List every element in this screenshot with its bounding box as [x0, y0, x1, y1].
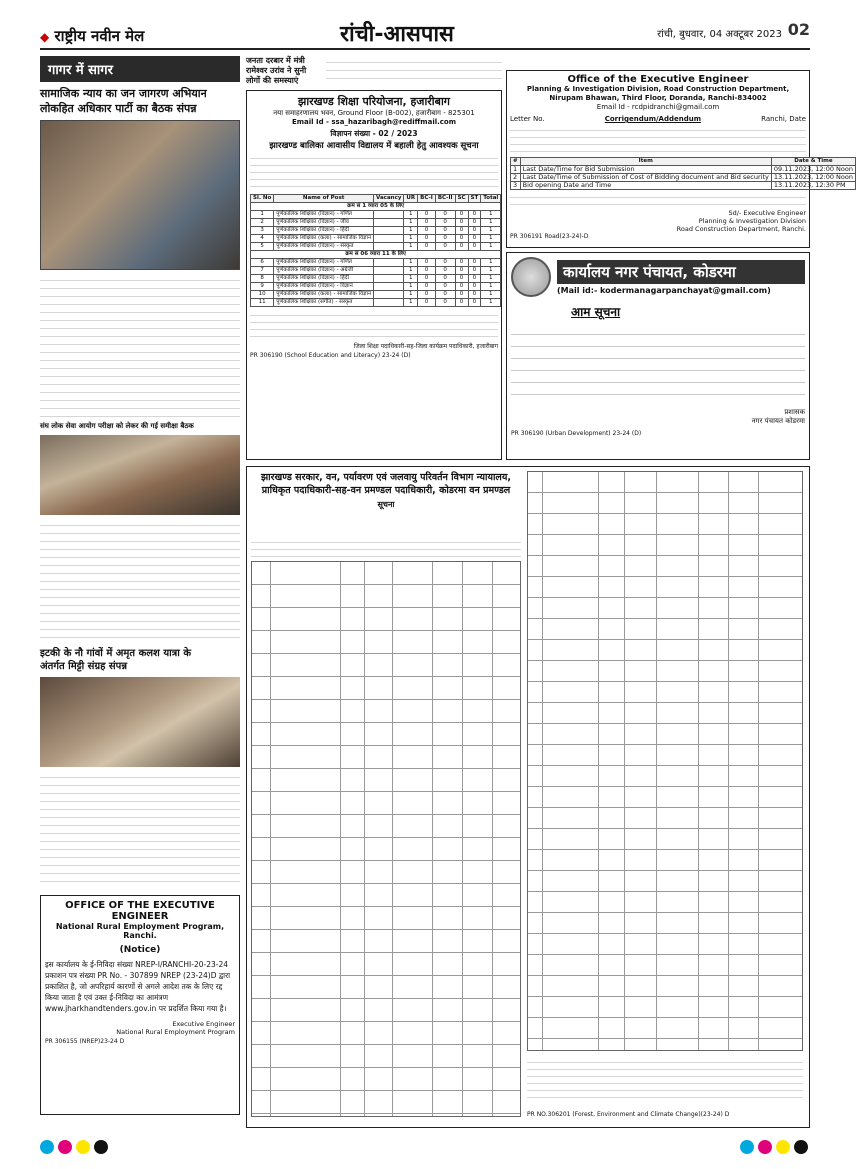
vacancy-cell: 1 — [404, 227, 418, 235]
vacancy-cell: 0 — [455, 243, 468, 251]
vacancy-cell: 0 — [455, 227, 468, 235]
vacancy-cell: 0 — [418, 275, 436, 283]
forest-table-left — [251, 561, 521, 1117]
vacancy-cell: 0 — [418, 211, 436, 219]
vacancy-cell: 0 — [418, 227, 436, 235]
vacancy-cell: 1 — [481, 299, 501, 307]
vacancy-col-0: Sl. No — [251, 195, 274, 203]
koderma-ad-email: (Mail id:- kodermanagarpanchayat@gmail.com) — [557, 285, 771, 295]
vacancy-cell: 0 — [418, 219, 436, 227]
vacancy-cell: पूर्णकालिक शिक्षिका (विज्ञान) - जीव — [274, 219, 374, 227]
vacancy-cell: 0 — [418, 235, 436, 243]
forest-table-right — [527, 471, 803, 1051]
exec-ad-body — [510, 125, 806, 155]
strip-headline-text: जनता दरबार में मंत्री रामेश्वर उरांव ने सुनी लोगों की समस्याएं — [246, 56, 307, 85]
vacancy-cell: 0 — [455, 291, 468, 299]
vacancy-row — [251, 291, 501, 299]
vacancy-cell — [374, 211, 404, 219]
bid-cell: 13.11.2023, 12:30 PM — [771, 182, 855, 190]
nrep-ad-notice: (Notice) — [119, 945, 161, 955]
exec-ad-sign: Sd/- Executive Engineer — [728, 209, 806, 217]
forest-ad-intro — [251, 537, 521, 557]
bid-cell: 1 — [511, 166, 521, 174]
education-ad-footer-body — [250, 310, 498, 340]
vacancy-row — [251, 283, 501, 291]
exec-ad-title: Office of the Executive Engineer — [567, 74, 749, 85]
koderma-ad-sign2: नगर पंचायत कोडरमा — [751, 417, 805, 425]
vacancy-row — [251, 211, 501, 219]
exec-ad-sign2: Planning & Investigation Division — [698, 217, 806, 225]
vacancy-cell: पूर्णकालिक शिक्षिका (विज्ञान) - गणित — [274, 259, 374, 267]
forest-ad-header — [251, 471, 521, 510]
bid-cell: 09.11.2023, 12:00 Noon — [771, 166, 855, 174]
print-marks — [40, 1140, 810, 1156]
koderma-ad-notice: आम सूचना — [571, 305, 621, 319]
vacancy-cell: 0 — [468, 211, 481, 219]
education-ad-address: नया समाहरणालय भवन, Ground Floor (B-002), हजारीबाग - 825301 — [273, 109, 475, 117]
vacancy-cell: 0 — [435, 283, 455, 291]
vacancy-cell: 0 — [455, 259, 468, 267]
column-banner: गागर में सागर — [40, 56, 240, 82]
article-headline-3 — [40, 647, 240, 673]
vacancy-cell: 1 — [404, 211, 418, 219]
vacancy-cell: 1 — [481, 219, 501, 227]
vacancy-cell: 2 — [251, 219, 274, 227]
vacancy-cell — [374, 275, 404, 283]
article-body — [40, 274, 240, 419]
jharkhand-education-ad — [246, 90, 502, 460]
vacancy-cell: 0 — [468, 259, 481, 267]
exec-ad-sign3: Road Construction Department, Ranchi. — [676, 225, 806, 233]
black-mark — [94, 1140, 108, 1154]
vacancy-cell — [374, 283, 404, 291]
vacancy-cell: 0 — [455, 275, 468, 283]
vacancy-cell: पूर्णकालिक शिक्षिका (विज्ञान) - अंग्रेजी — [274, 267, 374, 275]
vacancy-col-4: BC-I — [418, 195, 436, 203]
vacancy-cell: 0 — [435, 291, 455, 299]
bid-col-sl: # — [511, 158, 521, 166]
vacancy-cell: 0 — [435, 299, 455, 307]
vacancy-cell: 1 — [404, 259, 418, 267]
vacancy-cell: 0 — [455, 267, 468, 275]
magenta-mark — [58, 1140, 72, 1154]
vacancy-cell — [374, 267, 404, 275]
education-ad-body — [250, 153, 498, 191]
education-ad-subtitle: झारखण्ड बालिका आवासीय विद्यालय में बहाली हेतु आवश्यक सूचना — [269, 141, 479, 151]
logo-text: राष्ट्रीय नवीन मेल — [54, 27, 145, 45]
vacancy-cell: 11 — [251, 299, 274, 307]
vacancy-cell: पूर्णकालिक शिक्षिका (विज्ञान) - गणित — [274, 211, 374, 219]
education-ad-email: Email Id - ssa_hazaribagh@rediffmail.com — [291, 118, 457, 126]
exec-ad-letter-row — [510, 115, 806, 123]
vacancy-cell: 1 — [481, 283, 501, 291]
vacancy-cell: 0 — [418, 283, 436, 291]
vacancy-cell: 0 — [418, 291, 436, 299]
bid-cell: 3 — [511, 182, 521, 190]
article-body-2 — [40, 519, 240, 644]
vacancy-cell: 0 — [435, 219, 455, 227]
strip-headline — [246, 56, 322, 86]
review-meeting-photo — [40, 435, 240, 515]
vacancy-col-5: BC-II — [435, 195, 455, 203]
vacancy-cell: पूर्णकालिक शिक्षिका (विज्ञान) - संस्कृत — [274, 243, 374, 251]
headline-line-3: इटकी के नौ गांवों में अमृत कलश यात्रा के — [40, 648, 192, 659]
koderma-ad-title-block — [557, 260, 805, 295]
exec-ad-pr: PR 306191 Road(23-24)-D — [510, 233, 589, 240]
nrep-ad — [40, 895, 240, 1115]
article-headline — [40, 86, 240, 116]
left-column — [40, 56, 240, 1126]
exec-ad-sub2: Nirupam Bhawan, Third Floor, Doranda, Ranchi-834002 — [549, 94, 767, 102]
vacancy-cell — [374, 235, 404, 243]
cyan-mark — [40, 1140, 54, 1154]
nrep-ad-pr: PR 306155 (NREP)23-24 D — [45, 1038, 125, 1045]
vacancy-row — [251, 299, 501, 307]
vacancy-cell: 1 — [481, 211, 501, 219]
vacancy-cell: 1 — [481, 235, 501, 243]
vacancy-cell: 1 — [481, 275, 501, 283]
vacancy-cell: पूर्णकालिक शिक्षिका (संगीत) - संस्कृत — [274, 299, 374, 307]
bird-icon: ◆ — [40, 30, 50, 44]
page-header — [40, 14, 810, 50]
vacancy-cell: 0 — [468, 243, 481, 251]
vacancy-cell: 0 — [468, 267, 481, 275]
exec-ad-email: Email Id - rcdpidranchi@gmail.com — [596, 103, 720, 111]
headline-line-4: अंतर्गत मिट्टी संग्रह संपन्न — [40, 661, 128, 672]
meeting-photo — [40, 120, 240, 270]
exec-ad-corrigendum: Corrigendum/Addendum — [604, 115, 702, 123]
vacancy-cell: 9 — [251, 283, 274, 291]
vacancy-row — [251, 259, 501, 267]
yellow-mark-2 — [776, 1140, 790, 1154]
kalash-yatra-photo — [40, 677, 240, 767]
vacancy-cell: पूर्णकालिक शिक्षिका (विज्ञान) - विज्ञान — [274, 283, 374, 291]
vacancy-row — [251, 243, 501, 251]
koderma-ad-header — [511, 257, 805, 297]
bid-col-date: Date & Time — [771, 158, 855, 166]
vacancy-cell — [374, 243, 404, 251]
headline-line-1: सामाजिक न्याय का जन जागरण अभियान — [40, 87, 207, 100]
exec-engineer-ad — [506, 70, 853, 248]
vacancy-row — [251, 275, 501, 283]
vacancy-col-3: UR — [404, 195, 418, 203]
vacancy-row — [251, 227, 501, 235]
vacancy-cell: पूर्णकालिक शिक्षिका (विज्ञान) - हिंदी — [274, 227, 374, 235]
vacancy-cell: 8 — [251, 275, 274, 283]
vacancy-cell: 10 — [251, 291, 274, 299]
vacancy-cell: पूर्णकालिक शिक्षिका (कला) - सामाजिक विज्ञान — [274, 235, 374, 243]
vacancy-cell: 0 — [435, 275, 455, 283]
vacancy-cell: 0 — [455, 219, 468, 227]
vacancy-cell: 0 — [455, 299, 468, 307]
exec-ad-body-2 — [510, 192, 806, 206]
vacancy-cell: 1 — [404, 235, 418, 243]
vacancy-cell: 0 — [435, 243, 455, 251]
vacancy-col-8: Total — [481, 195, 501, 203]
forest-department-ad — [246, 466, 810, 1128]
vacancy-col-1: Name of Post — [274, 195, 374, 203]
vacancy-cell: 0 — [468, 283, 481, 291]
nrep-ad-sub: National Rural Employment Program, Ranchi. — [55, 922, 225, 940]
education-ad-signature: जिला शिक्षा पदाधिकारी-सह-जिला कार्यक्रम पदाधिकारी, हजारीबाग — [353, 343, 498, 350]
vacancy-section-row: क्रम सं 1 व्यारा 05 के लिए — [251, 203, 501, 211]
vacancy-cell: 1 — [481, 227, 501, 235]
vacancy-cell — [374, 219, 404, 227]
cyan-mark-2 — [740, 1140, 754, 1154]
vacancy-cell: 0 — [455, 235, 468, 243]
vacancy-cell: 1 — [404, 291, 418, 299]
koderma-ad-pr: PR 306190 (Urban Development) 23-24 (D) — [511, 430, 642, 437]
headline-line-2: लोकहित अधिकार पार्टी का बैठक संपन्न — [40, 102, 197, 115]
bid-cell: Last Date/Time for Bid Submission — [520, 166, 771, 174]
bid-date-table — [510, 157, 856, 190]
vacancy-cell: 0 — [468, 291, 481, 299]
nrep-ad-title: OFFICE OF THE EXECUTIVE ENGINEER — [65, 900, 215, 922]
bid-cell: Last Date/Time of Submission of Cost of Bidding document and Bid security — [520, 174, 771, 182]
forest-ad-notice: सूचना — [377, 500, 395, 509]
vacancy-cell: 1 — [481, 243, 501, 251]
vacancy-cell: 1 — [481, 291, 501, 299]
vacancy-col-7: ST — [468, 195, 481, 203]
vacancy-cell: 0 — [468, 219, 481, 227]
masthead-logo — [40, 26, 144, 46]
vacancy-cell — [374, 259, 404, 267]
koderma-ad-title: कार्यालय नगर पंचायत, कोडरमा — [557, 260, 805, 284]
vacancy-cell: 0 — [435, 227, 455, 235]
forest-ad-footer-body — [527, 1057, 803, 1099]
magenta-mark-2 — [758, 1140, 772, 1154]
exec-ad-ranchi: Ranchi, Date — [761, 115, 806, 123]
vacancy-row — [251, 267, 501, 275]
education-ad-title: झारखण्ड शिक्षा परियोजना, हजारीबाग — [298, 95, 450, 108]
education-ad-pr: PR 306190 (School Education and Literacy) 23-24 (D) — [250, 352, 411, 359]
vacancy-cell: 1 — [481, 259, 501, 267]
bid-cell: Bid opening Date and Time — [520, 182, 771, 190]
vacancy-cell: 1 — [404, 299, 418, 307]
vacancy-cell: 6 — [251, 259, 274, 267]
vacancy-cell: 7 — [251, 267, 274, 275]
koderma-ad-sign: प्रशासक — [784, 408, 805, 416]
vacancy-col-2: Vacancy — [374, 195, 404, 203]
black-mark-2 — [794, 1140, 808, 1154]
vacancy-cell: 0 — [468, 275, 481, 283]
yellow-mark — [76, 1140, 90, 1154]
nrep-ad-text: इस कार्यालय के ई-निविदा संख्या NREP-I/RANCHI-20-23-24 प्रकाशन पत्र संख्या PR No. - 307899 NREP (23-24)D द्वारा प्रकाशित है, जो अपरिहार्य कारणों से अगले आदेश तक के लिए रद्द किया जाता है एवं उक्त ई-निविदा का आमंत्रण www.jharkhandtenders.gov.in पर प्रदर्शित किया गया है। — [45, 960, 231, 1013]
vacancy-cell: 1 — [251, 211, 274, 219]
bid-cell: 13.11.2023, 12:00 Noon — [771, 174, 855, 182]
vacancy-cell: 0 — [435, 235, 455, 243]
nrep-ad-sign2: National Rural Employment Program — [116, 1028, 235, 1036]
exec-ad-letter: Letter No. — [510, 115, 545, 123]
education-ad-notice: विज्ञापन संख्या - 02 / 2023 — [330, 129, 418, 138]
photo-caption: संघ लोक सेवा आयोग परीक्षा को लेकर की गई समीक्षा बैठक — [40, 422, 194, 430]
vacancy-col-6: SC — [455, 195, 468, 203]
vacancy-cell: 0 — [468, 227, 481, 235]
koderma-ad-body — [511, 326, 805, 398]
vacancy-cell — [374, 291, 404, 299]
vacancy-cell: 0 — [455, 211, 468, 219]
forest-ad-pr: PR NO.306201 (Forest, Environment and Climate Change)(23-24) D — [527, 1111, 730, 1118]
vacancy-cell: 0 — [435, 267, 455, 275]
vacancy-table — [250, 194, 501, 307]
emblem-icon — [511, 257, 551, 297]
section-title: रांची-आसपास — [340, 22, 454, 47]
vacancy-cell: 5 — [251, 243, 274, 251]
vacancy-cell: 1 — [404, 283, 418, 291]
vacancy-cell: 0 — [435, 211, 455, 219]
vacancy-cell: 0 — [435, 259, 455, 267]
vacancy-cell: 1 — [404, 267, 418, 275]
vacancy-cell — [374, 227, 404, 235]
vacancy-row — [251, 235, 501, 243]
strip-body — [326, 56, 502, 86]
page-number: 02 — [787, 20, 810, 39]
vacancy-cell: पूर्णकालिक शिक्षिका (कला) - सामाजिक विज्ञान — [274, 291, 374, 299]
vacancy-cell: 1 — [404, 275, 418, 283]
vacancy-cell: 1 — [481, 267, 501, 275]
vacancy-cell: 0 — [418, 299, 436, 307]
vacancy-cell: 1 — [404, 243, 418, 251]
vacancy-cell: 1 — [404, 219, 418, 227]
vacancy-section-row: क्रम सं 06 व्यारा 11 के लिए — [251, 251, 501, 259]
vacancy-cell: 0 — [468, 299, 481, 307]
vacancy-cell: 4 — [251, 235, 274, 243]
bid-col-item: Item — [520, 158, 771, 166]
exec-ad-sub1: Planning & Investigation Division, Road Construction Department, — [526, 85, 790, 93]
article-body-3 — [40, 771, 240, 889]
vacancy-cell: 0 — [418, 267, 436, 275]
vacancy-cell: 0 — [455, 283, 468, 291]
forest-ad-title: झारखण्ड सरकार, वन, पर्यावरण एवं जलवायु परिवर्तन विभाग न्यायालय, प्राधिकृत पदाधिकारी-सह-वन प्रमण्डल पदाधिकारी, कोडरमा वन प्रमण्डल — [260, 472, 511, 496]
vacancy-cell: 0 — [418, 259, 436, 267]
koderma-ad — [506, 252, 810, 460]
nrep-ad-sign: Executive Engineer — [172, 1020, 235, 1028]
issue-date: रांची, बुधवार, 04 अक्टूबर 2023 — [657, 29, 782, 40]
bid-row — [511, 182, 856, 190]
vacancy-cell: 3 — [251, 227, 274, 235]
vacancy-cell: 0 — [418, 243, 436, 251]
bid-cell: 2 — [511, 174, 521, 182]
vacancy-cell: 0 — [468, 235, 481, 243]
vacancy-cell — [374, 299, 404, 307]
vacancy-cell: पूर्णकालिक शिक्षिका (विज्ञान) - हिंदी — [274, 275, 374, 283]
vacancy-row — [251, 219, 501, 227]
